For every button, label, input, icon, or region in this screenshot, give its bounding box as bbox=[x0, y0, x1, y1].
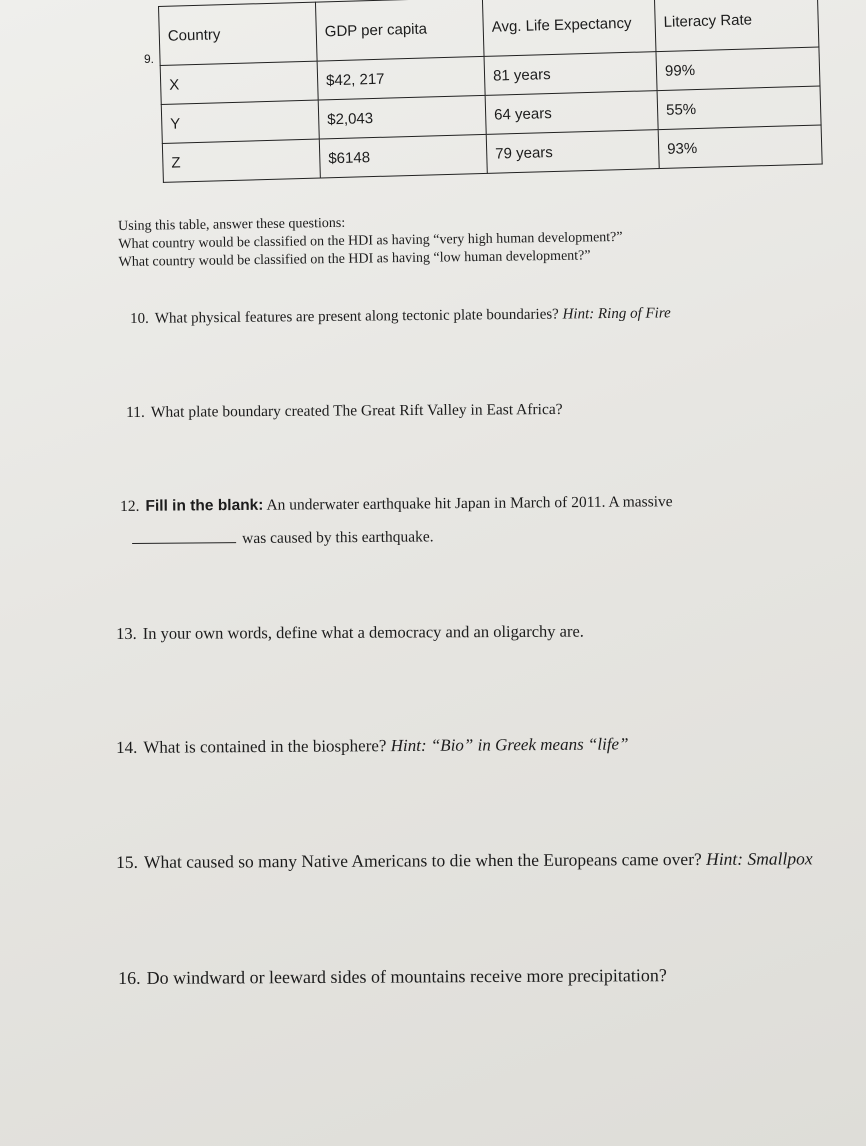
question-hint: Hint: Ring of Fire bbox=[562, 305, 671, 323]
question-number: 13. bbox=[116, 623, 137, 643]
question-text: was caused by this earthquake. bbox=[242, 528, 434, 548]
question-hint: Hint: “Bio” in Greek means “life” bbox=[390, 734, 629, 756]
answer-blank[interactable] bbox=[132, 528, 236, 544]
table-cell: 99% bbox=[656, 47, 820, 91]
question-number: 11. bbox=[126, 403, 145, 421]
question-9a: What country would be classified on the HDI as having “very high human development?” bbox=[118, 229, 623, 252]
question-hint: Hint: Smallpox bbox=[706, 848, 813, 869]
header-cell-country: Country bbox=[159, 2, 318, 65]
question-11 bbox=[126, 401, 563, 422]
hdi-data-table bbox=[158, 0, 823, 202]
question-12 bbox=[120, 493, 673, 516]
table-cell: Y bbox=[161, 100, 319, 143]
table-cell: $6148 bbox=[319, 134, 487, 178]
table-cell: X bbox=[160, 61, 318, 104]
table-cell: 93% bbox=[658, 125, 822, 169]
question-9-number: 9. bbox=[144, 52, 155, 66]
question-text: In your own words, define what a democracy and an oligarchy are. bbox=[142, 621, 584, 643]
table-cell: 55% bbox=[657, 86, 821, 130]
question-text: What caused so many Native Americans to die when the Europeans came over? bbox=[143, 848, 702, 872]
table-instructions: Using this table, answer these questions: bbox=[118, 215, 346, 234]
question-9b: What country would be classified on the HDI as having “low human development?” bbox=[118, 248, 591, 270]
question-text: What physical features are present along tectonic plate boundaries? bbox=[154, 306, 559, 327]
question-text: What is contained in the biosphere? bbox=[143, 736, 387, 757]
table-cell: 64 years bbox=[485, 91, 658, 135]
question-15 bbox=[116, 848, 813, 873]
question-number: 15. bbox=[116, 851, 138, 872]
table-cell: $2,043 bbox=[318, 95, 486, 139]
question-number: 16. bbox=[118, 967, 141, 988]
question-14 bbox=[116, 734, 629, 758]
question-12-continued bbox=[132, 526, 434, 549]
question-text: What plate boundary created The Great Rift Valley in East Africa? bbox=[150, 400, 563, 421]
question-number: 14. bbox=[116, 737, 138, 757]
fill-in-blank-label: Fill in the blank: bbox=[145, 496, 264, 515]
table-cell: Z bbox=[162, 139, 320, 182]
header-cell-literacy: Literacy Rate bbox=[654, 0, 819, 52]
question-13 bbox=[116, 622, 584, 644]
question-9-text bbox=[118, 211, 623, 272]
question-number: 12. bbox=[120, 497, 140, 515]
header-cell-life-expectancy: Avg. Life Expectancy bbox=[482, 0, 656, 56]
header-cell-gdp: GDP per capita bbox=[315, 0, 484, 61]
table-cell: $42, 217 bbox=[317, 56, 485, 100]
table-cell: 79 years bbox=[486, 130, 659, 174]
question-10 bbox=[130, 305, 671, 328]
question-text: An underwater earthquake hit Japan in March of 2011. A massive bbox=[263, 493, 673, 514]
question-text: Do windward or leeward sides of mountains receive more precipitation? bbox=[146, 965, 667, 988]
table-cell: 81 years bbox=[484, 52, 657, 96]
question-number: 10. bbox=[130, 310, 149, 327]
question-16 bbox=[118, 965, 667, 989]
